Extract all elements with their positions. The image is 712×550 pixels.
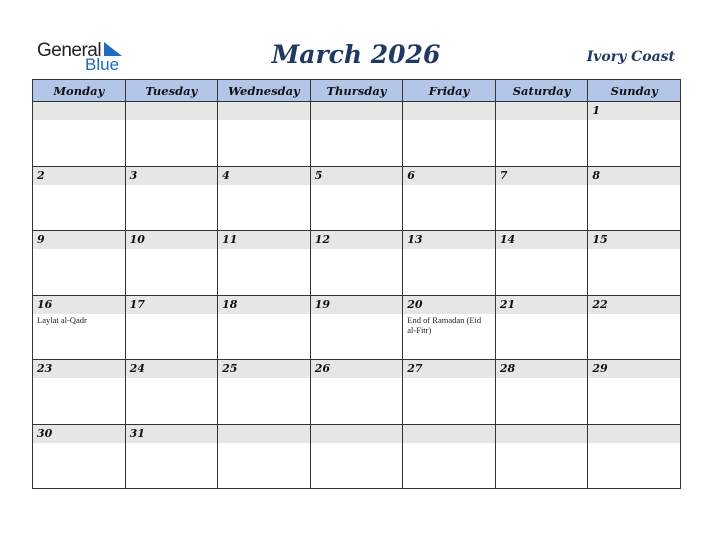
day-header-bar [126, 296, 218, 314]
day-header-bar [311, 102, 403, 120]
day-number: 16 [37, 297, 53, 311]
page-title: March 2026 [271, 40, 441, 69]
day-header-bar [218, 360, 310, 378]
day-number: 27 [407, 362, 423, 375]
day-header-bar [496, 102, 588, 120]
day-header-bar [311, 425, 403, 443]
calendar-day-cell[interactable] [218, 102, 311, 167]
day-number: 18 [222, 297, 238, 311]
day-number: 12 [314, 233, 330, 246]
holiday-event: Laylat al-Qadr [37, 314, 87, 325]
calendar-week-row [33, 231, 681, 296]
day-header-bar [33, 231, 125, 249]
day-number: 25 [222, 362, 238, 375]
calendar-day-cell[interactable] [310, 166, 403, 231]
day-header-bar [218, 425, 310, 443]
day-header-bar [311, 296, 403, 314]
calendar-day-cell[interactable] [125, 231, 218, 296]
day-header-bar [588, 102, 680, 120]
day-number: 31 [129, 426, 145, 440]
calendar-day-cell[interactable] [588, 295, 681, 360]
day-header-bar [588, 425, 680, 443]
day-header-bar [496, 231, 588, 249]
calendar-day-cell[interactable] [125, 424, 218, 489]
day-number: 17 [129, 297, 145, 311]
day-number: 10 [129, 233, 145, 246]
weekday-friday: Friday [403, 80, 496, 102]
day-number: 9 [37, 233, 45, 246]
calendar-week-row [33, 424, 681, 489]
calendar-day-cell[interactable] [495, 295, 588, 360]
day-header-bar [403, 231, 495, 249]
weekday-tuesday: Tuesday [125, 80, 218, 102]
day-number: 28 [499, 362, 516, 375]
day-header-bar [33, 425, 125, 443]
calendar-day-cell[interactable] [403, 102, 496, 167]
weekday-monday: Monday [33, 80, 126, 102]
calendar-day-cell[interactable] [495, 424, 588, 489]
day-header-bar [588, 360, 680, 378]
day-header-bar [33, 360, 125, 378]
day-header-bar [588, 231, 680, 249]
day-number: 23 [37, 362, 53, 375]
calendar-day-cell[interactable] [588, 424, 681, 489]
calendar-day-cell[interactable] [588, 360, 681, 425]
weekday-header-row [33, 80, 681, 102]
calendar-day-cell[interactable] [588, 166, 681, 231]
logo-blue-text: Blue [85, 55, 120, 74]
calendar-day-cell[interactable] [125, 102, 218, 167]
day-header-bar [403, 425, 495, 443]
calendar-day-cell[interactable] [495, 166, 588, 231]
country-label: Ivory Coast [586, 49, 675, 65]
calendar-day-cell[interactable] [33, 424, 126, 489]
day-number: 13 [407, 233, 423, 246]
day-header-bar [496, 167, 588, 185]
day-header-bar [126, 360, 218, 378]
day-number: 4 [222, 168, 230, 182]
day-header-bar [403, 102, 495, 120]
calendar-day-cell[interactable] [588, 231, 681, 296]
day-number: 19 [314, 297, 330, 311]
calendar-day-cell[interactable] [33, 231, 126, 296]
calendar-day-cell[interactable] [33, 295, 126, 360]
calendar-day-cell[interactable] [33, 102, 126, 167]
calendar-day-cell[interactable] [218, 360, 311, 425]
day-number: 24 [129, 362, 145, 375]
day-header-bar [33, 102, 125, 120]
calendar-week-row [33, 166, 681, 231]
calendar-day-cell[interactable] [218, 231, 311, 296]
weekday-sunday: Sunday [588, 80, 681, 102]
day-header-bar [218, 231, 310, 249]
day-number: 21 [499, 297, 516, 311]
day-header-bar [33, 296, 125, 314]
day-header-bar [311, 360, 403, 378]
calendar-day-cell[interactable] [125, 295, 218, 360]
calendar-day-cell[interactable] [403, 360, 496, 425]
day-header-bar [496, 296, 588, 314]
calendar-day-cell[interactable] [310, 231, 403, 296]
day-header-bar [126, 231, 218, 249]
calendar-day-cell[interactable] [218, 166, 311, 231]
day-number: 1 [592, 104, 601, 117]
calendar-day-cell[interactable] [403, 166, 496, 231]
calendar-week-row [33, 102, 681, 167]
day-number: 2 [37, 168, 45, 182]
holiday-event: End of Ramadan (Eid al-Fitr) [407, 314, 482, 335]
day-number: 20 [407, 297, 423, 311]
day-header-bar [588, 296, 680, 314]
weekday-saturday: Saturday [495, 80, 588, 102]
calendar-day-cell[interactable] [125, 166, 218, 231]
day-number: 26 [314, 362, 330, 375]
weekday-wednesday: Wednesday [218, 80, 311, 102]
calendar-day-cell[interactable] [403, 295, 496, 360]
calendar-day-cell[interactable] [310, 360, 403, 425]
calendar-day-cell[interactable] [218, 424, 311, 489]
calendar-day-cell[interactable] [218, 295, 311, 360]
calendar-day-cell[interactable] [125, 360, 218, 425]
day-number: 15 [592, 233, 608, 246]
day-header-bar [33, 167, 125, 185]
logo-general-text: General [37, 40, 102, 61]
day-header-bar [126, 167, 218, 185]
day-number: 6 [407, 168, 415, 182]
calendar-day-cell[interactable] [33, 360, 126, 425]
day-header-bar [496, 425, 588, 443]
calendar-day-cell[interactable] [403, 231, 496, 296]
day-header-bar [403, 167, 495, 185]
day-number: 7 [499, 168, 508, 182]
day-number: 5 [314, 168, 323, 182]
calendar-day-cell[interactable] [495, 102, 588, 167]
day-header-bar [403, 296, 495, 314]
calendar-day-cell[interactable] [310, 102, 403, 167]
day-header-bar [218, 296, 310, 314]
day-number: 22 [592, 297, 608, 311]
calendar-day-cell[interactable] [495, 231, 588, 296]
calendar-day-cell[interactable] [310, 424, 403, 489]
calendar-week-row [33, 360, 681, 425]
calendar-grid [32, 79, 681, 489]
calendar-day-cell[interactable] [310, 295, 403, 360]
day-number: 30 [37, 426, 53, 440]
calendar-day-cell[interactable] [403, 424, 496, 489]
day-number: 14 [499, 233, 516, 246]
calendar-day-cell[interactable] [33, 166, 126, 231]
day-header-bar [218, 102, 310, 120]
day-number: 3 [129, 168, 138, 182]
day-header-bar [218, 167, 310, 185]
calendar-week-row [33, 295, 681, 360]
day-header-bar [588, 167, 680, 185]
weekday-thursday: Thursday [310, 80, 403, 102]
calendar-day-cell[interactable] [495, 360, 588, 425]
day-header-bar [126, 425, 218, 443]
day-number: 29 [592, 362, 608, 375]
day-number: 11 [222, 233, 238, 246]
day-header-bar [311, 167, 403, 185]
day-header-bar [403, 360, 495, 378]
day-header-bar [311, 231, 403, 249]
day-number: 8 [592, 168, 601, 182]
calendar-day-cell[interactable] [588, 102, 681, 167]
day-header-bar [496, 360, 588, 378]
day-header-bar [126, 102, 218, 120]
